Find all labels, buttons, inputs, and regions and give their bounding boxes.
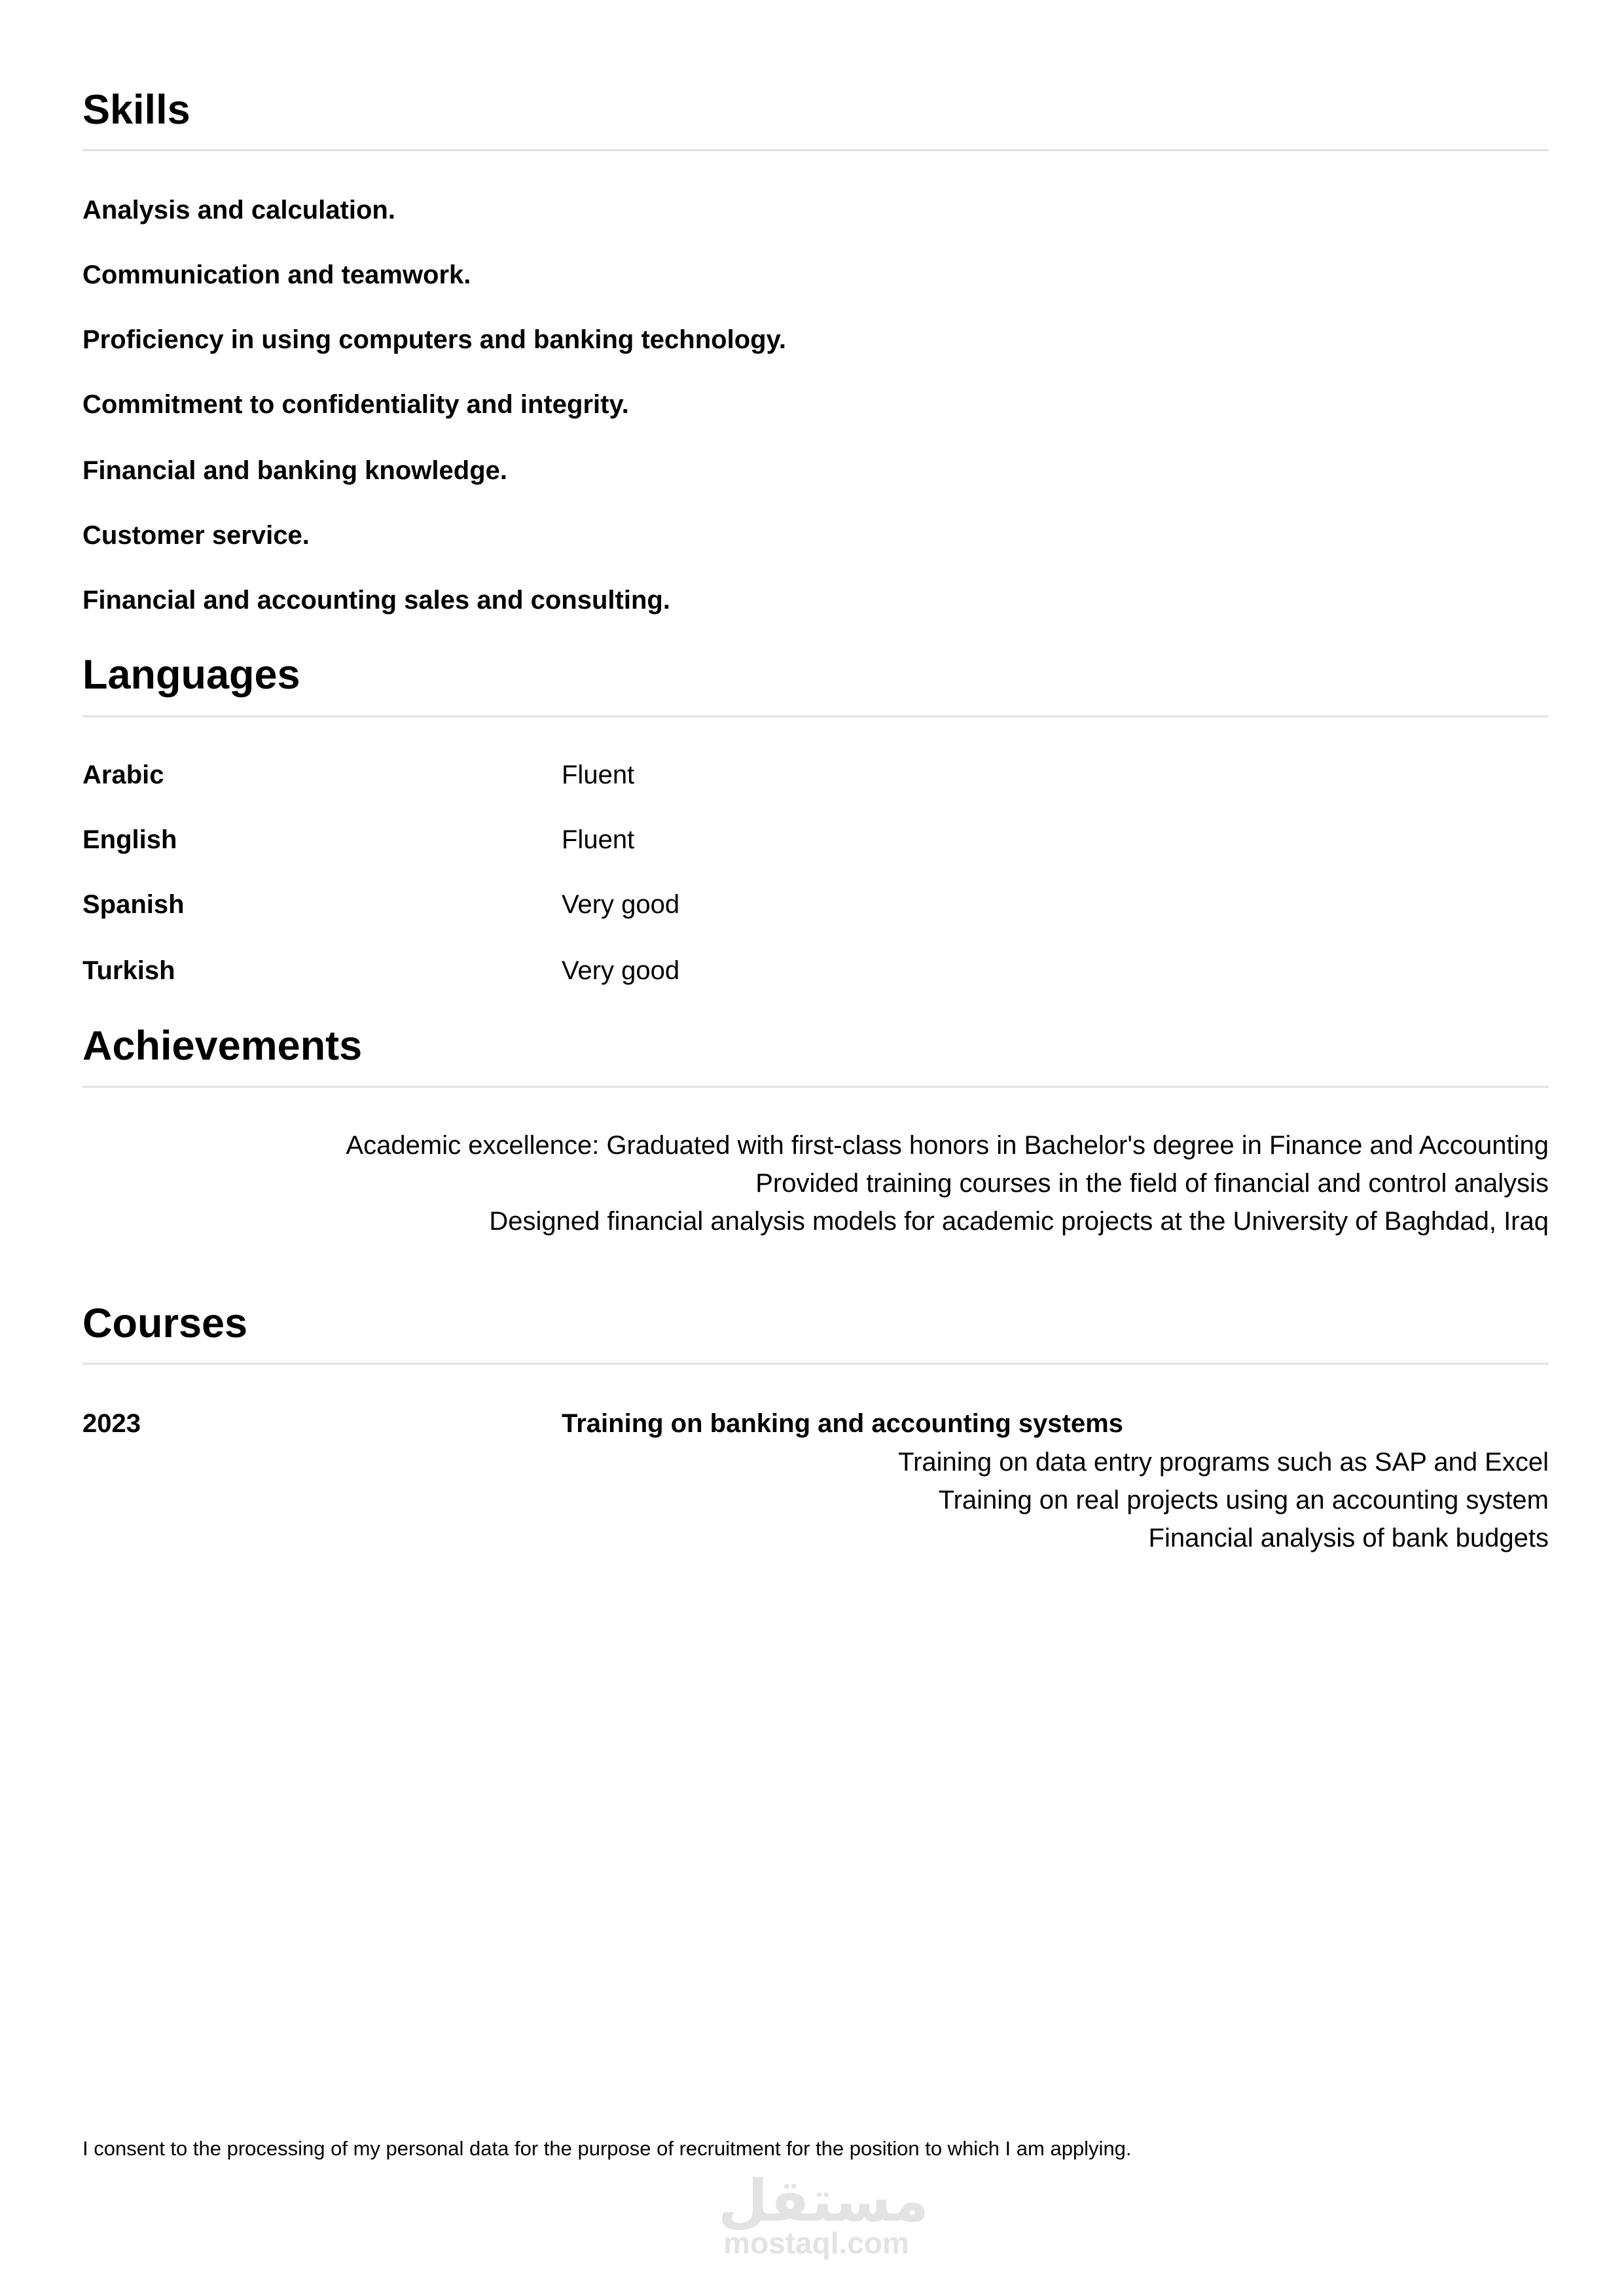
achievement-item: Provided training courses in the field of financial and control analysis (755, 1169, 1549, 1198)
skill-item: Analysis and calculation. (82, 196, 395, 224)
language-name: Arabic (82, 761, 164, 789)
skill-item: Commitment to confidentiality and integrity. (82, 390, 629, 419)
course-details (82, 1443, 1549, 1557)
course-detail: Training on data entry programs such as SAP and Excel (898, 1448, 1549, 1477)
skills-heading: Skills (82, 87, 190, 133)
language-name: English (82, 825, 177, 854)
language-name: Turkish (82, 956, 175, 985)
course-row (82, 1405, 1549, 1442)
language-row (82, 952, 1549, 989)
skill-item: Proficiency in using computers and banking technology. (82, 325, 786, 354)
language-level: Fluent (562, 761, 635, 789)
achievements-heading: Achievements (82, 1023, 363, 1069)
course-year: 2023 (82, 1409, 141, 1438)
skill-item: Communication and teamwork. (82, 260, 471, 289)
divider (82, 1086, 1549, 1088)
watermark-text: mostaql.com (723, 2226, 909, 2260)
achievement-item: Academic excellence: Graduated with first-class honors in Bachelor's degree in Finance and Accounting (346, 1131, 1549, 1160)
course-detail: Training on real projects using an accounting system (938, 1486, 1549, 1515)
divider (82, 1363, 1549, 1365)
watermark-logo: مستقل (718, 2167, 929, 2234)
achievements-list (82, 1126, 1549, 1240)
language-level: Fluent (562, 825, 635, 854)
consent-statement: I consent to the processing of my personal data for the purpose of recruitment for the position to which I am applying. (82, 2137, 1132, 2160)
languages-heading: Languages (82, 652, 300, 698)
course-detail: Financial analysis of bank budgets (1148, 1524, 1549, 1552)
language-row (82, 821, 1549, 858)
language-row (82, 886, 1549, 923)
divider (82, 149, 1549, 151)
courses-heading: Courses (82, 1300, 248, 1346)
skill-item: Customer service. (82, 521, 310, 550)
language-level: Very good (562, 890, 680, 919)
course-title: Training on banking and accounting systems (562, 1409, 1123, 1438)
language-row (82, 757, 1549, 793)
achievement-item: Designed financial analysis models for academic projects at the University of Baghdad, Iraq (489, 1207, 1549, 1236)
divider (82, 715, 1549, 717)
language-level: Very good (562, 956, 680, 985)
language-name: Spanish (82, 890, 185, 919)
skill-item: Financial and accounting sales and consulting. (82, 586, 670, 615)
skill-item: Financial and banking knowledge. (82, 456, 507, 485)
